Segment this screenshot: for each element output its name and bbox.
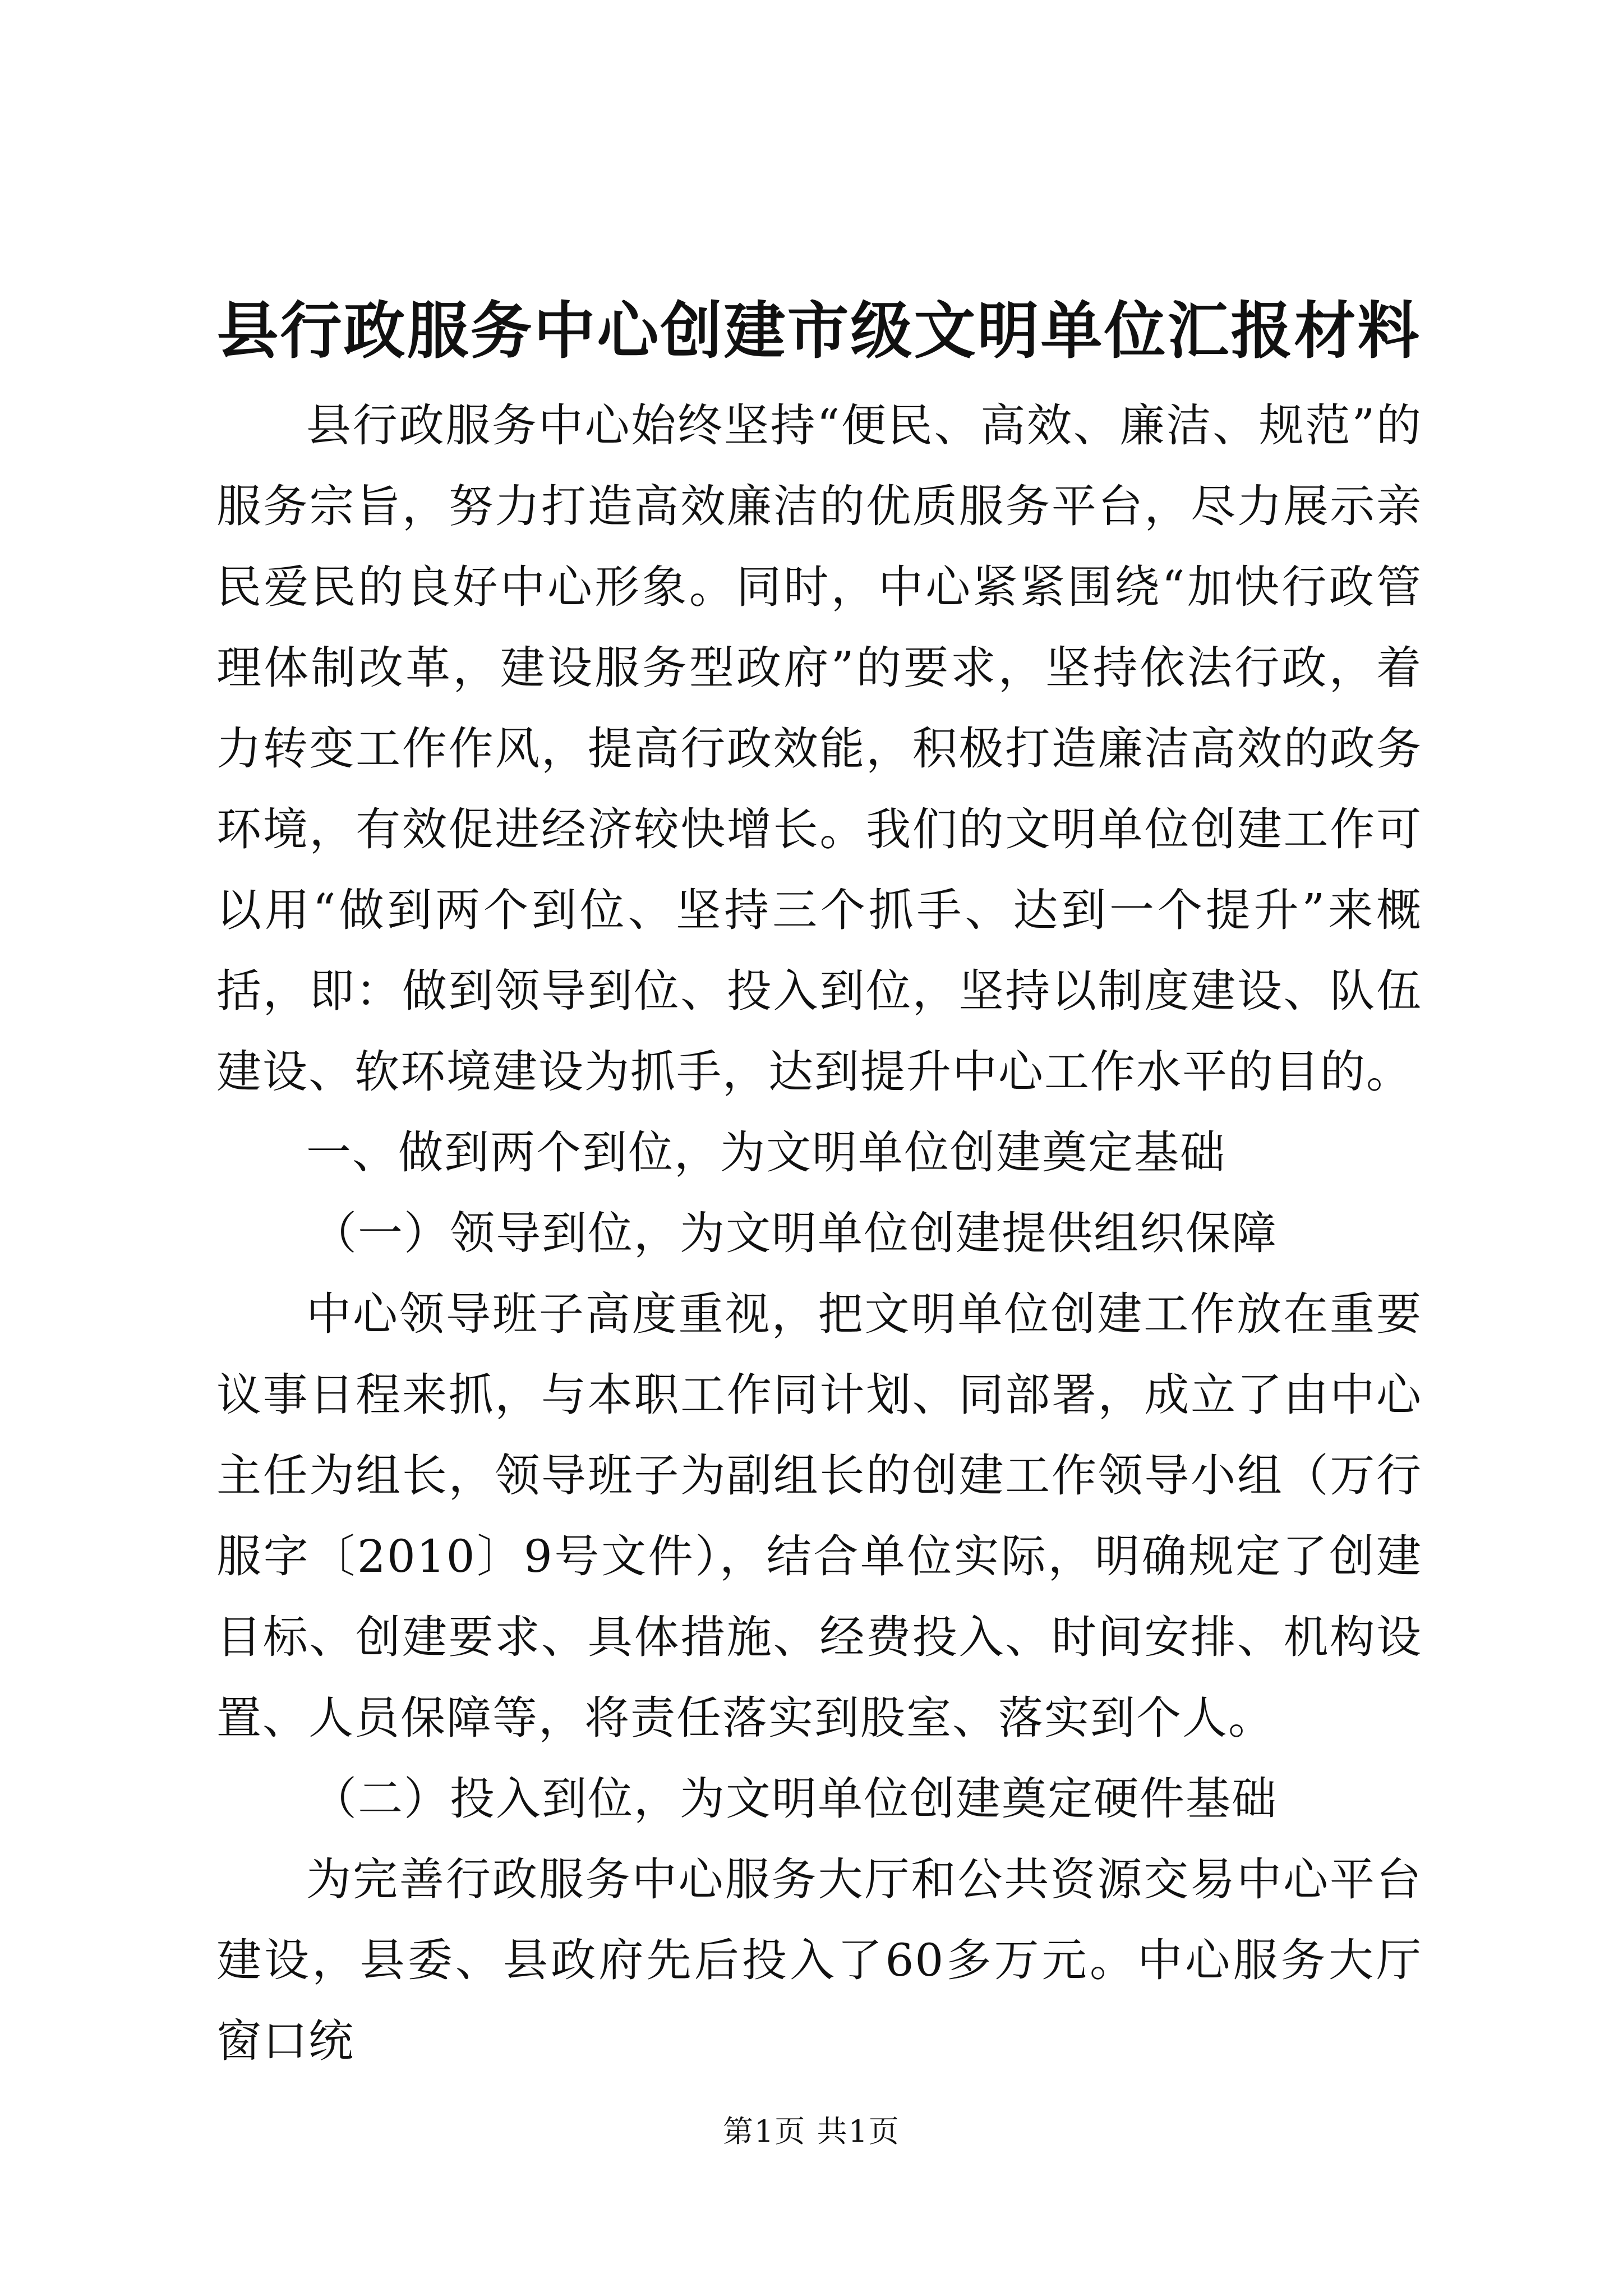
subsection-heading-2: （二）投入到位，为文明单位创建奠定硬件基础 <box>312 1773 1278 1825</box>
investment-paragraph: 为完善行政服务中心服务大厅和公共资源交易中心平台建设，县委、县政府先后投入了60多万元。中心服务大厅窗口统 <box>216 1853 1422 2067</box>
document-title: 县行政服务中心创建市级文明单位汇报材料 <box>216 295 1421 367</box>
document-body <box>216 385 1422 2082</box>
intro-paragraph: 县行政服务中心始终坚持“便民、高效、廉洁、规范”的服务宗旨，努力打造高效廉洁的优质服务平台，尽力展示亲民爱民的良好中心形象。同时，中心紧紧围绕“加快行政管理体制改革，建设服务型政府”的要求，坚持依法行政，着力转变工作作风，提高行政效能，积极打造廉洁高效的政务环境，有效促进经济较快增长。我们的文明单位创建工作可以用“做到两个到位、坚持三个抓手、达到一个提升”来概括，即：做到领导到位、投入到位，坚持以制度建设、队伍建设、软环境建设为抓手，达到提升中心工作水平的目的。 <box>216 399 1422 1098</box>
leadership-paragraph: 中心领导班子高度重视，把文明单位创建工作放在重要议事日程来抓，与本职工作同计划、同部署，成立了由中心主任为组长，领导班子为副组长的创建工作领导小组（万行服字〔2010〕9号文件），结合单位实际，明确规定了创建目标、创建要求、具体措施、经费投入、时间安排、机构设置、人员保障等，将责任落实到股室、落实到个人。 <box>216 1288 1422 1744</box>
section-heading-1: 一、做到两个到位，为文明单位创建奠定基础 <box>306 1126 1226 1179</box>
page-footer: 第1页 共1页 <box>723 2114 900 2149</box>
subsection-heading-1: （一）领导到位，为文明单位创建提供组织保障 <box>312 1207 1278 1259</box>
